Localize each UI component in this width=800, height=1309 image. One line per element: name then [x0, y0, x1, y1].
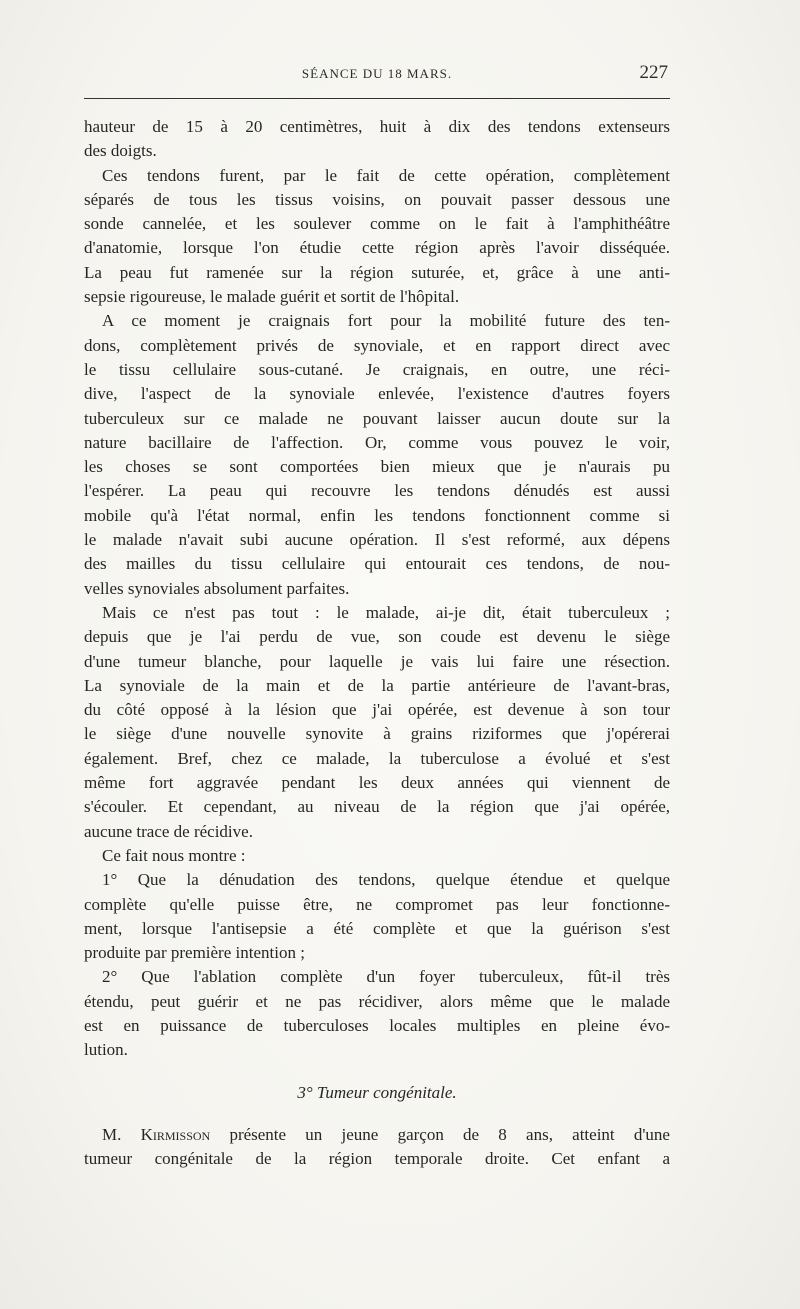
author-prefix: M. — [102, 1124, 141, 1144]
body-text — [84, 115, 670, 1171]
text-line: des doigts. — [84, 141, 157, 161]
text-line: velles synoviales absolument parfaites. — [84, 578, 350, 598]
text-line: dons, complètement privés de synoviale, et en rapport direct avec — [84, 335, 670, 355]
text-line: sonde cannelée, et les soulever comme on le fait à l'amphithéâtre — [84, 214, 670, 234]
text-line: La synoviale de la main et de la partie antérieure de l'avant-bras, — [84, 675, 670, 695]
text-line: sepsie rigoureuse, le malade guérit et sortit de l'hôpital. — [84, 287, 460, 307]
header-rule — [84, 98, 670, 99]
text-line: 1° Que la dénudation des tendons, quelque étendue et quelque — [102, 870, 670, 890]
text-line: tuberculeux sur ce malade ne pouvant laisser aucun doute sur la — [84, 408, 670, 428]
text-line: hauteur de 15 à 20 centimètres, huit à dix des tendons extenseurs — [84, 117, 670, 136]
text-line: également. Bref, chez ce malade, la tuberculose a évolué et s'est — [84, 748, 670, 768]
spacer — [84, 1105, 670, 1123]
text-line: d'anatomie, lorsque l'on étudie cette région après l'avoir disséquée. — [84, 238, 670, 258]
text-line: ment, lorsque l'antisepsie a été complète et que la guérison s'est — [84, 918, 670, 938]
text-line: A ce moment je craignais fort pour la mobilité future des ten- — [102, 311, 670, 331]
text-line: tumeur congénitale de la région temporale droite. Cet enfant a — [84, 1149, 670, 1169]
closing-line-rest: présente un jeune garçon de 8 ans, atteint d'une — [210, 1124, 670, 1144]
author-name: Kirmisson — [140, 1124, 211, 1144]
text-line: des mailles du tissu cellulaire qui entourait ces tendons, de nou- — [84, 554, 670, 574]
text-line: est en puissance de tuberculoses locales multiples en pleine évo- — [84, 1015, 670, 1035]
text-line: Ces tendons furent, par le fait de cette opération, complètement — [102, 165, 670, 185]
text-line: dive, l'aspect de la synoviale enlevée, l'existence d'autres foyers — [84, 384, 670, 404]
text-line: Ce fait nous montre : — [102, 845, 246, 865]
text-line: La peau fut ramenée sur la région suturée, et, grâce à une anti- — [84, 262, 670, 282]
spacer — [84, 1063, 670, 1081]
text-line: mobile qu'à l'état normal, enfin les tendons fonctionnent comme si — [84, 505, 670, 525]
text-line — [84, 1123, 670, 1147]
text-line: nature bacillaire de l'affection. Or, comme vous pouvez le voir, — [84, 432, 670, 452]
page-number: 227 — [639, 62, 668, 83]
text-line: d'une tumeur blanche, pour laquelle je vais lui faire une résection. — [84, 651, 670, 671]
text-line: complète qu'elle puisse être, ne compromet pas leur fonctionne- — [84, 894, 670, 914]
text-line: depuis que je l'ai perdu de vue, son coude est devenu le siège — [84, 627, 670, 647]
text-line: le siège d'une nouvelle synovite à grains riziformes que j'opérerai — [84, 724, 670, 744]
text-line: l'espérer. La peau qui recouvre les tendons dénudés est aussi — [84, 481, 670, 501]
text-line: aucune trace de récidive. — [84, 821, 253, 841]
text-line: Mais ce n'est pas tout : le malade, ai-je dit, était tuberculeux ; — [102, 602, 670, 622]
text-line: séparés de tous les tissus voisins, on pouvait passer dessous une — [84, 189, 670, 209]
text-line: le malade n'avait subi aucune opération. Il s'est reformé, aux dépens — [84, 530, 670, 550]
text-line: lution. — [84, 1040, 128, 1060]
section-heading: 3° Tumeur congénitale. — [297, 1082, 457, 1102]
text-line: 2° Que l'ablation complète d'un foyer tuberculeux, fût-il très — [102, 967, 670, 987]
text-line: même fort aggravée pendant les deux années qui viennent de — [84, 773, 670, 793]
text-line: le tissu cellulaire sous-cutané. Je craignais, en outre, une réci- — [84, 359, 670, 379]
running-head — [84, 62, 670, 86]
text-line: les choses se sont comportées bien mieux que je n'aurais pu — [84, 457, 670, 477]
text-line: s'écouler. Et cependant, au niveau de la région que j'ai opérée, — [84, 797, 670, 817]
text-line: du côté opposé à la lésion que j'ai opérée, est devenue à son tour — [84, 700, 670, 720]
running-title: SÉANCE DU 18 MARS. — [301, 66, 453, 81]
text-line: étendu, peut guérir et ne pas récidiver, alors même que le malade — [84, 991, 670, 1011]
text-line: produite par première intention ; — [84, 943, 305, 963]
